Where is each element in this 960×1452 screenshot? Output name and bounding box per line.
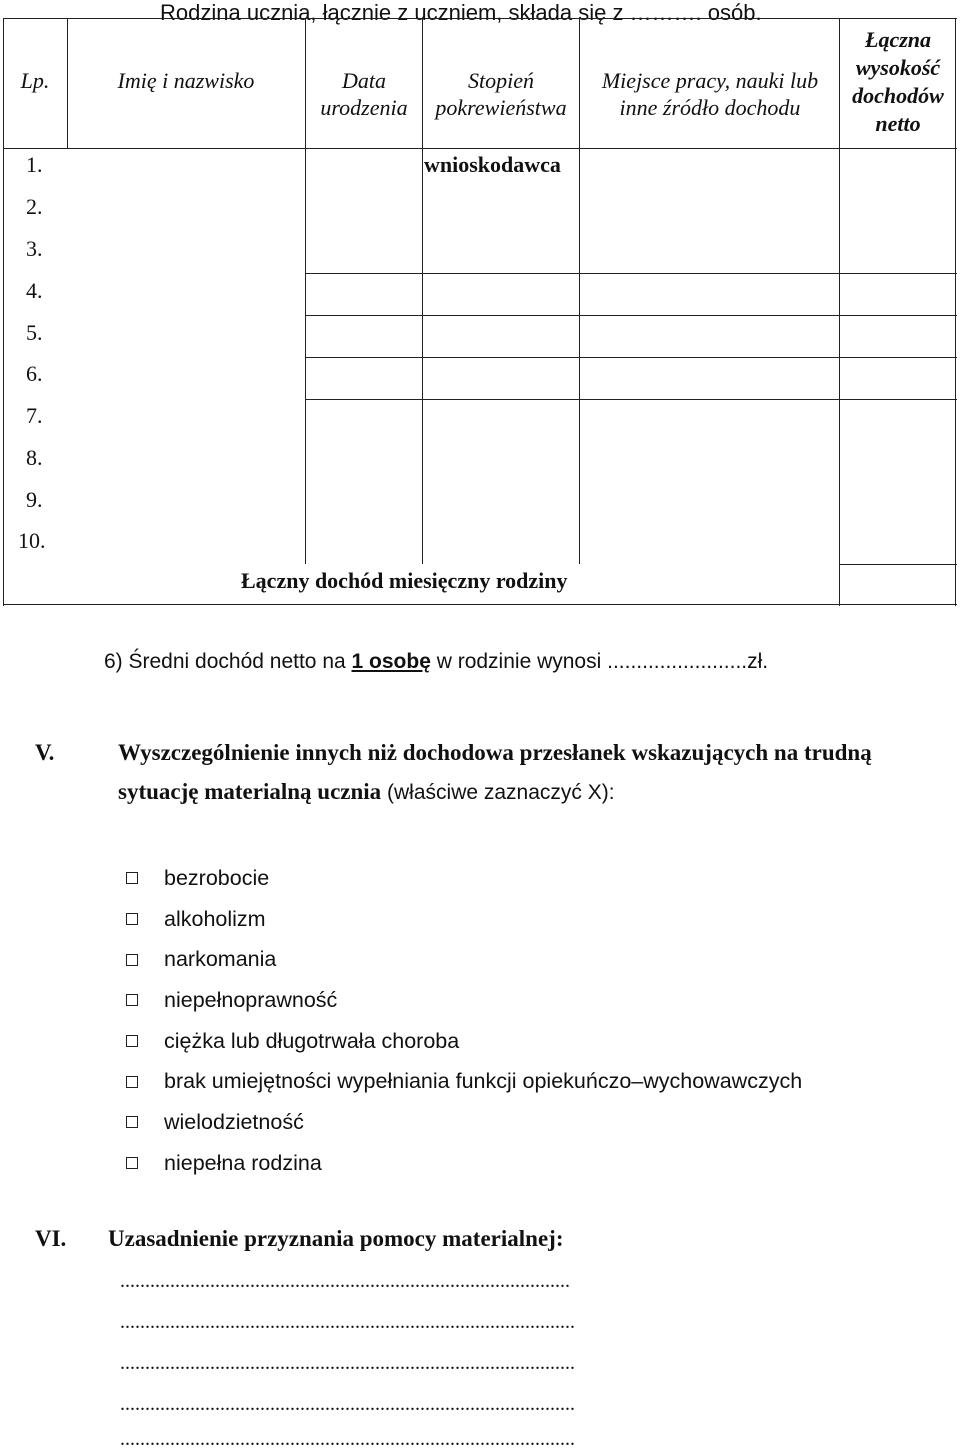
total-row-top-border	[839, 564, 957, 565]
header-name: Imię i nazwisko	[117, 68, 255, 93]
col-relation-divider	[579, 18, 580, 564]
checkbox[interactable]	[126, 954, 138, 966]
col-work-divider	[839, 18, 840, 606]
header-work-line2: inne źródło dochodu	[619, 95, 801, 120]
checkbox-label: brak umiejętności wypełniania funkcji opiekuńczo–wychowawczych	[164, 1069, 803, 1094]
checkbox[interactable]	[126, 994, 138, 1006]
checkbox-label: narkomania	[164, 947, 277, 972]
header-income-line1: Łączna	[865, 27, 931, 52]
header-relation	[424, 67, 578, 121]
col-birth-divider	[422, 18, 423, 564]
header-income-line3: dochodów	[852, 83, 944, 108]
header-income-line4: netto	[875, 111, 921, 136]
checkbox[interactable]	[126, 913, 138, 925]
row-number: 8.	[26, 445, 43, 470]
row-number: 10.	[18, 528, 46, 553]
checklist-item[interactable]	[124, 1143, 802, 1184]
checklist-item[interactable]	[124, 1021, 802, 1062]
checkbox-label: niepełna rodzina	[164, 1150, 322, 1175]
average-income-prefix: 6) Średni dochód netto na	[104, 650, 352, 673]
header-birth	[307, 67, 421, 121]
checklist-item[interactable]	[124, 980, 802, 1021]
header-relation-line1: Stopień	[468, 68, 534, 93]
checkbox[interactable]	[126, 1076, 138, 1088]
row-line	[305, 357, 957, 358]
row-line	[305, 315, 957, 316]
justification-line[interactable]: ..........................................................................................	[120, 1270, 570, 1292]
table-right-border	[955, 18, 956, 606]
average-income-line	[104, 650, 768, 674]
row-number: 1.	[26, 152, 43, 177]
checkbox[interactable]	[126, 1035, 138, 1047]
average-income-suffix: w rodzinie wynosi ........................zł.	[430, 650, 769, 673]
family-income-table	[3, 18, 957, 606]
table-top-border	[3, 18, 957, 19]
header-birth-line1: Data	[342, 68, 386, 93]
checkbox-label: wielodzietność	[164, 1109, 304, 1134]
checklist-item[interactable]	[124, 858, 802, 899]
justification-line[interactable]: ...........................................................................................	[120, 1428, 575, 1450]
checkbox[interactable]	[126, 1157, 138, 1169]
row-number: 9.	[26, 487, 43, 512]
section-v-title-note: (właściwe zaznaczyć X):	[381, 781, 615, 804]
checkbox[interactable]	[126, 1116, 138, 1128]
header-relation-line2: pokrewieństwa	[435, 95, 567, 120]
justification-line[interactable]: ...........................................................................................	[120, 1393, 575, 1415]
section-v-title-bold: sytuację materialną ucznia	[118, 779, 382, 804]
family-size-line: Rodzina ucznia, łącznie z uczniem, składa się z ………. osób.	[160, 0, 762, 25]
average-income-emphasis: 1 osobę	[351, 650, 431, 673]
checkbox-label: ciężka lub długotrwała choroba	[164, 1028, 460, 1053]
section-vi-title: Uzasadnienie przyznania pomocy materialnej:	[108, 1226, 564, 1251]
row-line	[305, 399, 957, 400]
checkbox-label: bezrobocie	[164, 865, 270, 890]
justification-line[interactable]: ...........................................................................................	[120, 1311, 575, 1333]
checklist-item[interactable]	[124, 899, 802, 940]
header-bottom-border	[3, 148, 957, 149]
checkbox-label: alkoholizm	[164, 906, 266, 931]
section-v-title-line1: Wyszczególnienie innych niż dochodowa przesłanek wskazujących na trudną	[118, 740, 872, 765]
row-number: 6.	[26, 361, 43, 386]
table-left-border	[3, 18, 4, 606]
row-line	[305, 273, 957, 274]
header-income	[841, 26, 955, 138]
table-bottom-border	[3, 604, 957, 605]
hardship-checklist	[124, 858, 802, 1184]
row-number: 3.	[26, 236, 43, 261]
row-number: 4.	[26, 278, 43, 303]
total-income-label: Łączny dochód miesięczny rodziny	[241, 568, 568, 593]
applicant-relation-cell: wnioskodawca	[424, 152, 561, 177]
checklist-item[interactable]	[124, 939, 802, 980]
header-income-line2: wysokość	[855, 55, 941, 80]
header-birth-line2: urodzenia	[320, 95, 408, 120]
section-v-title-line2	[118, 779, 615, 805]
section-vi-number: VI.	[35, 1226, 67, 1251]
col-name-divider	[305, 18, 306, 564]
checkbox[interactable]	[126, 872, 138, 884]
header-lp: Lp.	[20, 68, 50, 93]
row-number: 2.	[26, 194, 43, 219]
col-lp-divider	[67, 18, 68, 148]
row-number: 7.	[26, 403, 43, 428]
checklist-item[interactable]	[124, 1102, 802, 1143]
section-v-number: V.	[35, 740, 55, 765]
row-number: 5.	[26, 320, 43, 345]
justification-line[interactable]: ...........................................................................................	[120, 1352, 575, 1374]
header-work	[581, 67, 839, 121]
checklist-item[interactable]	[124, 1061, 802, 1102]
checkbox-label: niepełnoprawność	[164, 987, 338, 1012]
header-work-line1: Miejsce pracy, nauki lub	[601, 68, 819, 93]
